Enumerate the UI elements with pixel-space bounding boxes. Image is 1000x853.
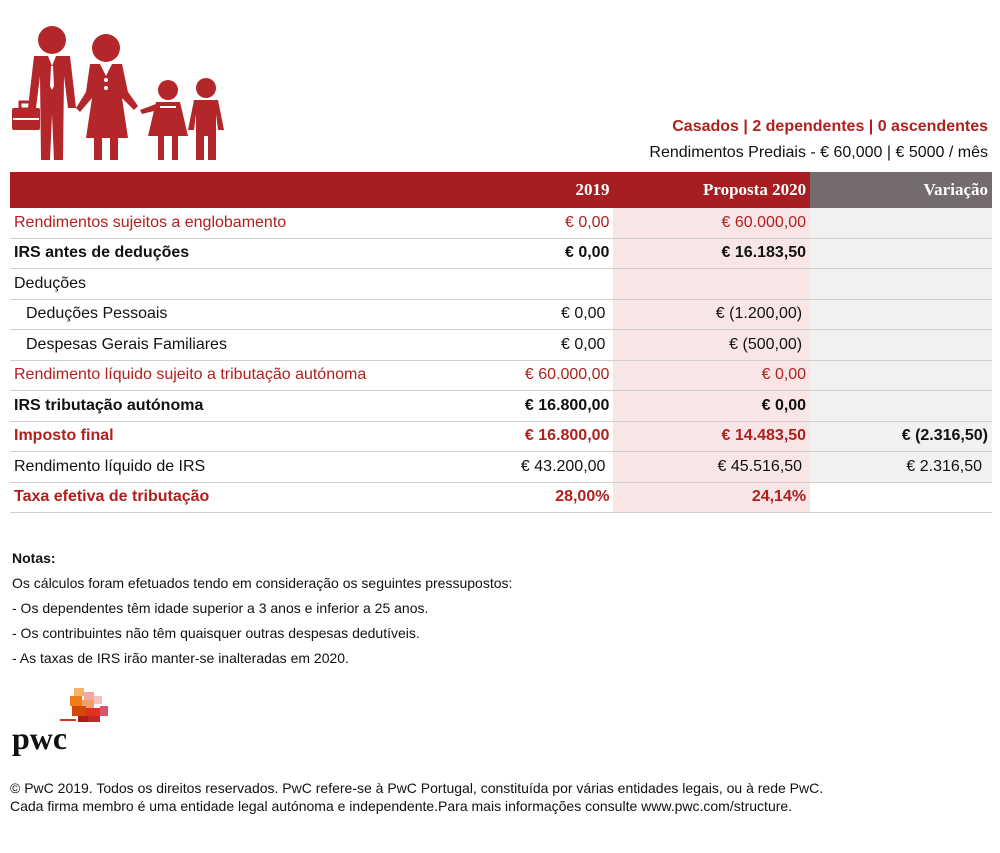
footer (10, 779, 823, 815)
table-row (10, 238, 992, 269)
row-label: Rendimento líquido de IRS (10, 452, 414, 483)
row-label: Taxa efetiva de tributação (10, 482, 414, 513)
cell-variation (810, 391, 992, 422)
cell-2020: € 0,00 (613, 360, 810, 391)
cell-2020 (613, 269, 810, 300)
column-header-variation: Variação (810, 172, 992, 208)
row-label: IRS antes de deduções (10, 238, 414, 269)
table-row (10, 452, 992, 483)
column-header-label (10, 172, 414, 208)
notes-line: - Os dependentes têm idade superior a 3 anos e inferior a 25 anos. (12, 600, 429, 616)
scenario-header (649, 117, 988, 163)
cell-2019: € 0,00 (414, 299, 614, 330)
table-row (10, 208, 992, 238)
cell-variation: € (2.316,50) (810, 421, 992, 452)
cell-variation (810, 330, 992, 361)
cell-2019: € 0,00 (414, 330, 614, 361)
footer-line: Cada firma membro é uma entidade legal autónoma e independente.Para mais informações consulte www.pwc.com/structure. (10, 798, 793, 814)
cell-variation (810, 360, 992, 391)
pwc-logo-text: pwc (12, 720, 68, 756)
footer-line: © PwC 2019. Todos os direitos reservados. PwC refere-se à PwC Portugal, constituída por várias entidades legais, ou à rede PwC. (10, 780, 824, 796)
notes-line: Os cálculos foram efetuados tendo em consideração os seguintes pressupostos: (12, 575, 513, 591)
cell-variation (810, 269, 992, 300)
cell-2019: 28,00% (414, 482, 614, 513)
table-header-row (10, 172, 992, 208)
table-row (10, 360, 992, 391)
table-row (10, 269, 992, 300)
notes-section (12, 546, 512, 671)
cell-2019: € 0,00 (414, 238, 614, 269)
notes-title: Notas: (12, 550, 56, 566)
column-header-2020: Proposta 2020 (613, 172, 810, 208)
cell-2019 (414, 269, 614, 300)
cell-variation (810, 482, 992, 513)
cell-variation: € 2.316,50 (810, 452, 992, 483)
cell-variation (810, 299, 992, 330)
cell-2019: € 16.800,00 (414, 391, 614, 422)
tax-comparison-table (10, 172, 992, 513)
cell-2019: € 0,00 (414, 208, 614, 238)
table-row (10, 421, 992, 452)
table-row (10, 482, 992, 513)
table-row (10, 391, 992, 422)
pwc-logo (12, 686, 112, 756)
cell-2019: € 16.800,00 (414, 421, 614, 452)
cell-2020: € (500,00) (613, 330, 810, 361)
column-header-2019: 2019 (414, 172, 614, 208)
cell-variation (810, 238, 992, 269)
pwc-logo-mark (60, 688, 108, 722)
row-label: Deduções (10, 269, 414, 300)
row-label: Deduções Pessoais (10, 299, 414, 330)
cell-2020: 24,14% (613, 482, 810, 513)
notes-line: - Os contribuintes não têm quaisquer outras despesas dedutíveis. (12, 625, 420, 641)
cell-variation (810, 208, 992, 238)
row-label: Rendimentos sujeitos a englobamento (10, 208, 414, 238)
cell-2020: € 16.183,50 (613, 238, 810, 269)
cell-2020: € 60.000,00 (613, 208, 810, 238)
cell-2019: € 43.200,00 (414, 452, 614, 483)
income-subtitle: Rendimentos Prediais - € 60,000 | € 5000 / mês (649, 144, 988, 161)
scenario-title: Casados | 2 dependentes | 0 ascendentes (672, 118, 988, 135)
row-label: Rendimento líquido sujeito a tributação autónoma (10, 360, 414, 391)
cell-2020: € (1.200,00) (613, 299, 810, 330)
family-icon (10, 22, 232, 162)
notes-line: - As taxas de IRS irão manter-se inalteradas em 2020. (12, 650, 349, 666)
row-label: IRS tributação autónoma (10, 391, 414, 422)
cell-2019: € 60.000,00 (414, 360, 614, 391)
row-label: Despesas Gerais Familiares (10, 330, 414, 361)
table-row (10, 299, 992, 330)
cell-2020: € 45.516,50 (613, 452, 810, 483)
cell-2020: € 14.483,50 (613, 421, 810, 452)
table-row (10, 330, 992, 361)
row-label: Imposto final (10, 421, 414, 452)
cell-2020: € 0,00 (613, 391, 810, 422)
